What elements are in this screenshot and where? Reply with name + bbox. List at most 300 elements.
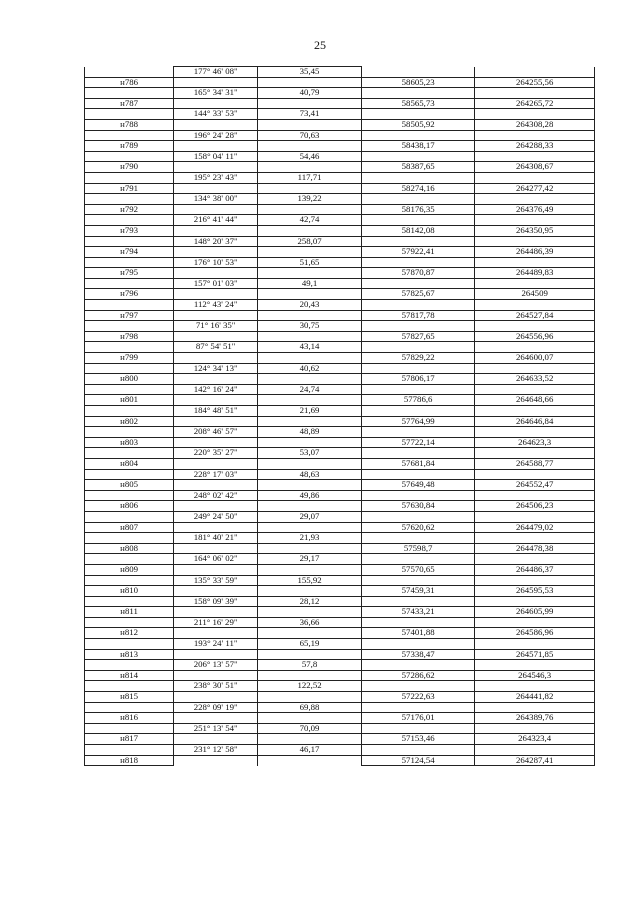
point-name-cell: н812 xyxy=(85,628,174,639)
point-row xyxy=(85,331,595,342)
point-cell-empty xyxy=(85,554,174,565)
segment-row xyxy=(85,681,595,692)
distance-cell: 122,52 xyxy=(258,681,362,692)
y-cell-empty xyxy=(475,406,595,417)
point-name-cell: н797 xyxy=(85,310,174,321)
point-cell-empty xyxy=(85,617,174,628)
x-cell-empty xyxy=(362,363,475,374)
point-cell-empty xyxy=(85,745,174,756)
x-cell-empty xyxy=(362,617,475,628)
angle-cell-empty xyxy=(174,501,258,512)
point-cell-empty xyxy=(85,172,174,183)
y-cell-empty xyxy=(475,257,595,268)
x-cell-empty xyxy=(362,321,475,332)
distance-cell: 20,43 xyxy=(258,300,362,311)
y-coordinate-cell: 264478,38 xyxy=(475,543,595,554)
angle-cell: 231° 12' 58" xyxy=(174,745,258,756)
segment-row xyxy=(85,490,595,501)
point-row xyxy=(85,458,595,469)
point-name-cell: н815 xyxy=(85,692,174,703)
y-coordinate-cell: 264595,53 xyxy=(475,586,595,597)
point-cell-empty xyxy=(85,427,174,438)
distance-cell: 117,71 xyxy=(258,172,362,183)
point-name-cell: н809 xyxy=(85,564,174,575)
y-coordinate-cell: 264288,33 xyxy=(475,141,595,152)
y-coordinate-cell: 264323,4 xyxy=(475,734,595,745)
segment-row xyxy=(85,533,595,544)
distance-cell-empty xyxy=(258,310,362,321)
distance-cell: 65,19 xyxy=(258,639,362,650)
x-cell-empty xyxy=(362,660,475,671)
point-row xyxy=(85,119,595,130)
y-coordinate-cell: 264509 xyxy=(475,289,595,300)
point-name-cell: н810 xyxy=(85,586,174,597)
angle-cell-empty xyxy=(174,734,258,745)
point-row xyxy=(85,353,595,364)
angle-cell-empty xyxy=(174,649,258,660)
point-name-cell: н818 xyxy=(85,755,174,766)
point-name-cell: н788 xyxy=(85,119,174,130)
segment-row xyxy=(85,257,595,268)
y-coordinate-cell: 264486,37 xyxy=(475,564,595,575)
point-row xyxy=(85,416,595,427)
angle-cell: 251° 13' 54" xyxy=(174,723,258,734)
point-name-cell: н790 xyxy=(85,162,174,173)
x-cell-empty xyxy=(362,575,475,586)
y-cell-empty xyxy=(475,469,595,480)
segment-row xyxy=(85,723,595,734)
angle-cell-empty xyxy=(174,416,258,427)
point-cell-empty xyxy=(85,533,174,544)
distance-cell-empty xyxy=(258,522,362,533)
point-name-cell: н787 xyxy=(85,98,174,109)
x-cell-empty xyxy=(362,406,475,417)
y-cell-empty xyxy=(475,300,595,311)
point-row xyxy=(85,649,595,660)
point-name-cell: н806 xyxy=(85,501,174,512)
angle-cell: 193° 24' 11" xyxy=(174,639,258,650)
point-cell-empty xyxy=(85,236,174,247)
angle-cell: 211° 16' 29" xyxy=(174,617,258,628)
angle-cell: 206° 13' 57" xyxy=(174,660,258,671)
y-cell-empty xyxy=(475,745,595,756)
distance-cell: 35,45 xyxy=(258,67,362,78)
angle-cell: 142° 16' 24" xyxy=(174,384,258,395)
segment-row xyxy=(85,321,595,332)
point-cell-empty xyxy=(85,639,174,650)
x-coordinate-cell: 57829,22 xyxy=(362,353,475,364)
point-row xyxy=(85,543,595,554)
x-coordinate-cell: 57401,88 xyxy=(362,628,475,639)
x-coordinate-cell: 57870,87 xyxy=(362,268,475,279)
x-coordinate-cell: 57338,47 xyxy=(362,649,475,660)
point-name-cell: н813 xyxy=(85,649,174,660)
distance-cell-empty xyxy=(258,141,362,152)
distance-cell: 24,74 xyxy=(258,384,362,395)
y-cell-empty xyxy=(475,511,595,522)
point-name-cell: н802 xyxy=(85,416,174,427)
x-coordinate-cell: 58438,17 xyxy=(362,141,475,152)
x-coordinate-cell: 58565,73 xyxy=(362,98,475,109)
angle-cell-empty xyxy=(174,310,258,321)
distance-cell: 21,69 xyxy=(258,406,362,417)
distance-cell: 139,22 xyxy=(258,194,362,205)
angle-cell-empty xyxy=(174,374,258,385)
point-name-cell: н794 xyxy=(85,247,174,258)
y-coordinate-cell: 264376,49 xyxy=(475,204,595,215)
x-coordinate-cell: 57598,7 xyxy=(362,543,475,554)
angle-cell: 238° 30' 51" xyxy=(174,681,258,692)
y-coordinate-cell: 264287,41 xyxy=(475,755,595,766)
angle-cell: 195° 23' 43" xyxy=(174,172,258,183)
distance-cell: 49,1 xyxy=(258,278,362,289)
point-cell-empty xyxy=(85,660,174,671)
angle-cell-empty xyxy=(174,755,258,766)
point-cell-empty xyxy=(85,363,174,374)
y-coordinate-cell: 264527,84 xyxy=(475,310,595,321)
x-coordinate-cell: 58142,08 xyxy=(362,225,475,236)
x-coordinate-cell: 57786,6 xyxy=(362,395,475,406)
point-row xyxy=(85,225,595,236)
distance-cell-empty xyxy=(258,437,362,448)
y-cell-empty xyxy=(475,448,595,459)
x-coordinate-cell: 57176,01 xyxy=(362,713,475,724)
y-coordinate-cell: 264489,83 xyxy=(475,268,595,279)
y-coordinate-cell: 264600,07 xyxy=(475,353,595,364)
point-name-cell: н793 xyxy=(85,225,174,236)
x-cell-empty xyxy=(362,490,475,501)
y-coordinate-cell: 264277,42 xyxy=(475,183,595,194)
distance-cell: 40,62 xyxy=(258,363,362,374)
coordinates-table xyxy=(84,66,595,766)
segment-row xyxy=(85,554,595,565)
point-row xyxy=(85,98,595,109)
y-cell-empty xyxy=(475,639,595,650)
x-cell-empty xyxy=(362,511,475,522)
x-coordinate-cell: 57764,99 xyxy=(362,416,475,427)
segment-row xyxy=(85,639,595,650)
segment-row xyxy=(85,215,595,226)
point-name-cell: н807 xyxy=(85,522,174,533)
point-cell-empty xyxy=(85,300,174,311)
y-cell-empty xyxy=(475,660,595,671)
point-row xyxy=(85,437,595,448)
distance-cell-empty xyxy=(258,755,362,766)
segment-row xyxy=(85,151,595,162)
distance-cell-empty xyxy=(258,607,362,618)
distance-cell: 258,07 xyxy=(258,236,362,247)
angle-cell: 249° 24' 50" xyxy=(174,511,258,522)
y-coordinate-cell: 264648,66 xyxy=(475,395,595,406)
angle-cell-empty xyxy=(174,458,258,469)
x-coordinate-cell: 57433,21 xyxy=(362,607,475,618)
segment-row xyxy=(85,511,595,522)
x-coordinate-cell: 58605,23 xyxy=(362,77,475,88)
y-cell-empty xyxy=(475,236,595,247)
distance-cell-empty xyxy=(258,416,362,427)
x-cell-empty xyxy=(362,639,475,650)
angle-cell-empty xyxy=(174,225,258,236)
angle-cell-empty xyxy=(174,564,258,575)
point-name-cell: н805 xyxy=(85,480,174,491)
point-cell-empty xyxy=(85,448,174,459)
x-cell-empty xyxy=(362,257,475,268)
y-coordinate-cell: 264486,39 xyxy=(475,247,595,258)
distance-cell: 57,8 xyxy=(258,660,362,671)
point-cell-empty xyxy=(85,130,174,141)
y-cell-empty xyxy=(475,172,595,183)
y-cell-empty xyxy=(475,723,595,734)
angle-cell: 112° 43' 24" xyxy=(174,300,258,311)
y-cell-empty xyxy=(475,596,595,607)
y-cell-empty xyxy=(475,194,595,205)
angle-cell: 220° 35' 27" xyxy=(174,448,258,459)
point-row xyxy=(85,289,595,300)
y-cell-empty xyxy=(475,130,595,141)
distance-cell-empty xyxy=(258,458,362,469)
x-coordinate-cell: 57630,84 xyxy=(362,501,475,512)
point-row xyxy=(85,480,595,491)
distance-cell: 40,79 xyxy=(258,88,362,99)
distance-cell: 48,89 xyxy=(258,427,362,438)
y-cell-empty xyxy=(475,109,595,120)
distance-cell-empty xyxy=(258,586,362,597)
distance-cell-empty xyxy=(258,713,362,724)
angle-cell-empty xyxy=(174,183,258,194)
y-cell-empty xyxy=(475,490,595,501)
x-cell-empty xyxy=(362,215,475,226)
y-coordinate-cell: 264646,84 xyxy=(475,416,595,427)
x-cell-empty xyxy=(362,300,475,311)
point-cell-empty xyxy=(85,321,174,332)
x-cell-empty xyxy=(362,533,475,544)
point-row xyxy=(85,755,595,766)
segment-row xyxy=(85,596,595,607)
x-cell-empty xyxy=(362,151,475,162)
point-name-cell: н817 xyxy=(85,734,174,745)
distance-cell-empty xyxy=(258,564,362,575)
angle-cell-empty xyxy=(174,692,258,703)
distance-cell-empty xyxy=(258,543,362,554)
angle-cell: 144° 33' 53" xyxy=(174,109,258,120)
y-coordinate-cell: 264546,3 xyxy=(475,670,595,681)
x-cell-empty xyxy=(362,109,475,120)
y-coordinate-cell: 264255,56 xyxy=(475,77,595,88)
point-cell-empty xyxy=(85,215,174,226)
distance-cell: 43,14 xyxy=(258,342,362,353)
angle-cell: 181° 40' 21" xyxy=(174,533,258,544)
distance-cell: 30,75 xyxy=(258,321,362,332)
x-coordinate-cell: 58274,16 xyxy=(362,183,475,194)
angle-cell-empty xyxy=(174,670,258,681)
angle-cell: 71° 16' 35" xyxy=(174,321,258,332)
distance-cell-empty xyxy=(258,247,362,258)
angle-cell: 208° 46' 57" xyxy=(174,427,258,438)
angle-cell: 228° 17' 03" xyxy=(174,469,258,480)
distance-cell-empty xyxy=(258,692,362,703)
point-row xyxy=(85,204,595,215)
x-coordinate-cell: 57222,63 xyxy=(362,692,475,703)
point-row xyxy=(85,77,595,88)
point-name-cell: н799 xyxy=(85,353,174,364)
angle-cell: 135° 33' 59" xyxy=(174,575,258,586)
point-cell-empty xyxy=(85,194,174,205)
point-cell-empty xyxy=(85,702,174,713)
x-coordinate-cell: 57459,31 xyxy=(362,586,475,597)
x-coordinate-cell: 57620,62 xyxy=(362,522,475,533)
coordinates-table-body xyxy=(85,67,595,766)
distance-cell-empty xyxy=(258,501,362,512)
distance-cell-empty xyxy=(258,183,362,194)
y-cell-empty xyxy=(475,533,595,544)
angle-cell-empty xyxy=(174,162,258,173)
point-name-cell: н792 xyxy=(85,204,174,215)
segment-row xyxy=(85,172,595,183)
point-name-cell: н811 xyxy=(85,607,174,618)
x-coordinate-cell: 57817,78 xyxy=(362,310,475,321)
x-coordinate-cell: 57681,84 xyxy=(362,458,475,469)
x-cell-empty xyxy=(362,67,475,78)
y-cell-empty xyxy=(475,575,595,586)
x-cell-empty xyxy=(362,88,475,99)
angle-cell-empty xyxy=(174,607,258,618)
distance-cell: 70,63 xyxy=(258,130,362,141)
segment-row xyxy=(85,384,595,395)
distance-cell: 48,63 xyxy=(258,469,362,480)
angle-cell-empty xyxy=(174,543,258,554)
distance-cell-empty xyxy=(258,268,362,279)
distance-cell: 73,41 xyxy=(258,109,362,120)
x-coordinate-cell: 57827,65 xyxy=(362,331,475,342)
x-coordinate-cell: 57570,65 xyxy=(362,564,475,575)
point-cell-empty xyxy=(85,151,174,162)
y-coordinate-cell: 264506,23 xyxy=(475,501,595,512)
segment-row xyxy=(85,406,595,417)
point-row xyxy=(85,162,595,173)
x-coordinate-cell: 57825,67 xyxy=(362,289,475,300)
angle-cell: 134° 38' 00" xyxy=(174,194,258,205)
point-cell-empty xyxy=(85,109,174,120)
segment-row xyxy=(85,575,595,586)
angle-cell: 148° 20' 37" xyxy=(174,236,258,247)
point-name-cell: н808 xyxy=(85,543,174,554)
point-cell-empty xyxy=(85,723,174,734)
segment-row xyxy=(85,300,595,311)
distance-cell-empty xyxy=(258,331,362,342)
point-name-cell: н795 xyxy=(85,268,174,279)
segment-row xyxy=(85,702,595,713)
y-cell-empty xyxy=(475,617,595,628)
segment-row xyxy=(85,448,595,459)
distance-cell-empty xyxy=(258,77,362,88)
y-cell-empty xyxy=(475,151,595,162)
distance-cell-empty xyxy=(258,649,362,660)
angle-cell: 158° 09' 39" xyxy=(174,596,258,607)
distance-cell-empty xyxy=(258,98,362,109)
angle-cell: 157° 01' 03" xyxy=(174,278,258,289)
segment-row xyxy=(85,617,595,628)
distance-cell-empty xyxy=(258,480,362,491)
x-cell-empty xyxy=(362,342,475,353)
distance-cell-empty xyxy=(258,162,362,173)
y-coordinate-cell: 264265,72 xyxy=(475,98,595,109)
point-row xyxy=(85,395,595,406)
distance-cell: 155,92 xyxy=(258,575,362,586)
segment-row xyxy=(85,660,595,671)
angle-cell-empty xyxy=(174,353,258,364)
segment-row xyxy=(85,745,595,756)
x-coordinate-cell: 57722,14 xyxy=(362,437,475,448)
point-row xyxy=(85,183,595,194)
point-row xyxy=(85,670,595,681)
angle-cell-empty xyxy=(174,586,258,597)
angle-cell-empty xyxy=(174,141,258,152)
y-cell-empty xyxy=(475,427,595,438)
y-cell-empty xyxy=(475,702,595,713)
point-name-cell: н816 xyxy=(85,713,174,724)
angle-cell-empty xyxy=(174,119,258,130)
point-row xyxy=(85,586,595,597)
x-cell-empty xyxy=(362,427,475,438)
x-cell-empty xyxy=(362,745,475,756)
angle-cell-empty xyxy=(174,628,258,639)
angle-cell-empty xyxy=(174,98,258,109)
y-cell-empty xyxy=(475,363,595,374)
distance-cell: 46,17 xyxy=(258,745,362,756)
point-row xyxy=(85,713,595,724)
distance-cell: 42,74 xyxy=(258,215,362,226)
angle-cell-empty xyxy=(174,268,258,279)
distance-cell: 21,93 xyxy=(258,533,362,544)
point-cell-empty xyxy=(85,278,174,289)
x-cell-empty xyxy=(362,702,475,713)
point-cell-empty xyxy=(85,257,174,268)
point-row xyxy=(85,692,595,703)
distance-cell-empty xyxy=(258,119,362,130)
y-coordinate-cell: 264605,99 xyxy=(475,607,595,618)
y-coordinate-cell: 264586,96 xyxy=(475,628,595,639)
point-cell-empty xyxy=(85,469,174,480)
y-coordinate-cell: 264308,28 xyxy=(475,119,595,130)
y-coordinate-cell: 264623,3 xyxy=(475,437,595,448)
x-coordinate-cell: 58505,92 xyxy=(362,119,475,130)
x-cell-empty xyxy=(362,172,475,183)
x-cell-empty xyxy=(362,469,475,480)
point-name-cell: н796 xyxy=(85,289,174,300)
angle-cell: 184° 48' 51" xyxy=(174,406,258,417)
segment-row xyxy=(85,67,595,78)
distance-cell: 54,46 xyxy=(258,151,362,162)
angle-cell-empty xyxy=(174,437,258,448)
x-cell-empty xyxy=(362,681,475,692)
y-cell-empty xyxy=(475,215,595,226)
angle-cell: 196° 24' 28" xyxy=(174,130,258,141)
angle-cell: 216° 41' 44" xyxy=(174,215,258,226)
y-cell-empty xyxy=(475,384,595,395)
x-cell-empty xyxy=(362,194,475,205)
angle-cell-empty xyxy=(174,77,258,88)
y-cell-empty xyxy=(475,88,595,99)
segment-row xyxy=(85,427,595,438)
angle-cell: 87° 54' 51" xyxy=(174,342,258,353)
segment-row xyxy=(85,88,595,99)
x-cell-empty xyxy=(362,236,475,247)
segment-row xyxy=(85,109,595,120)
point-row xyxy=(85,501,595,512)
point-cell-empty xyxy=(85,67,174,78)
point-row xyxy=(85,564,595,575)
x-cell-empty xyxy=(362,596,475,607)
